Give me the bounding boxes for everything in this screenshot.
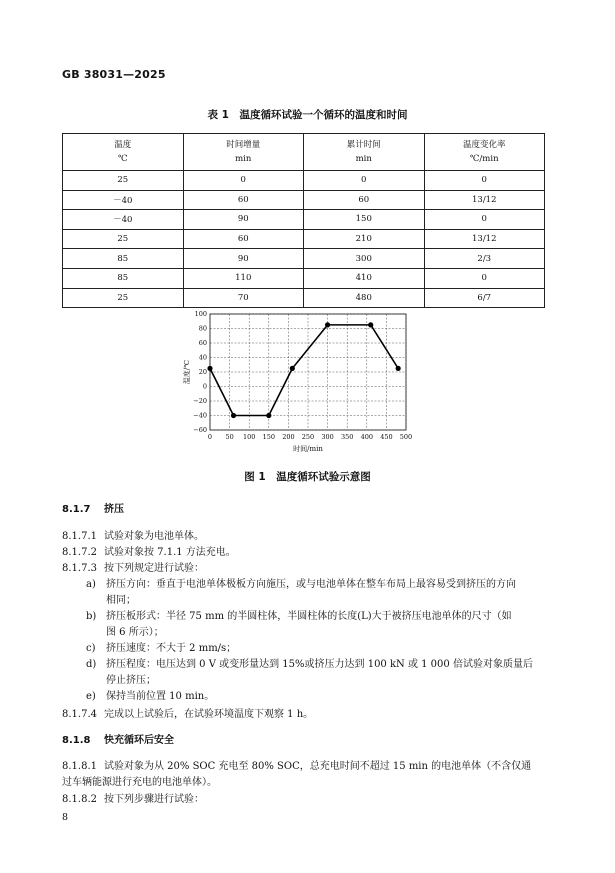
x-tick-label: 200 [282,433,295,441]
y-tick-label: 60 [198,339,207,348]
series-line-temperature [210,325,398,416]
list-item-b-cont: 图 6 所示）； [106,627,164,638]
clause-8-1-7-2: 8.1.7.2 试验对象按 7.1.1 方法充电。 [62,547,236,558]
y-tick-label: −20 [193,397,207,406]
clause-8-1-7-1: 8.1.7.1 试验对象为电池单体。 [62,531,204,542]
table-row: 85 110 410 0 [63,268,545,288]
y-tick-label: −40 [193,411,207,420]
page-number: 8 [62,812,69,823]
col-cumulative-time: 累计时间 min [304,134,425,171]
x-tick-label: 350 [340,433,354,441]
x-tick-label: 0 [207,433,213,441]
table-row: 25 60 210 13/12 [63,229,545,249]
clause-8-1-7-3: 8.1.7.3 按下列规定进行试验： [62,563,204,574]
y-tick-label: 20 [198,368,207,377]
x-tick-label: 300 [321,433,334,441]
list-item-b: b) 挤压板形式：半径 75 mm 的半圆柱体，半圆柱体的长度(L)大于被挤压电池单体的尺寸（如 [86,611,512,622]
table-row: 85 90 300 2/3 [63,249,545,269]
data-point [290,366,295,371]
y-axis-label: 温度/℃ [183,359,191,385]
data-point [266,413,271,418]
list-item-a-cont: 相同； [106,595,136,606]
x-tick-label: 50 [225,433,234,441]
y-tick-label: 80 [198,324,207,333]
table-caption: 表 1 温度循环试验一个循环的温度和时间 [207,109,408,121]
y-tick-label: 40 [198,353,207,362]
data-point [207,366,212,371]
table-row: 25 70 480 6/7 [63,288,545,308]
list-item-c: c) 挤压速度：不大于 2 mm/s； [86,643,237,654]
y-tick-label: −60 [193,426,207,435]
y-tick-label: 0 [202,382,207,391]
col-time-increment: 时间增量 min [183,134,304,171]
list-item-a: a) 挤压方向：垂直于电池单体极板方向施压，或与电池单体在整车布局上最容易受到挤压的方向 [86,579,516,590]
x-tick-label: 450 [380,433,393,441]
x-tick-label: 400 [360,433,374,441]
table-row: －40 60 60 13/12 [63,190,545,210]
col-temp-change-rate: 温度变化率 ℃/min [424,134,545,171]
clause-8-1-8-1-cont: 过车辆能源进行充电的电池单体）。 [62,777,217,788]
standard-header: GB 38031—2025 [62,68,166,81]
temperature-cycle-table [62,133,545,308]
clause-8-1-7-4: 8.1.7.4 完成以上试验后，在试验环境温度下观察 1 h。 [62,709,314,720]
col-temperature: 温度 ℃ [63,134,184,171]
y-tick-label: 100 [194,310,207,319]
list-item-e: e) 保持当前位置 10 min。 [86,691,215,702]
x-tick-label: 150 [262,433,276,441]
list-item-d: d) 挤压程度：电压达到 0 V 或变形量达到 15%或挤压力达到 100 kN 或 1 000 倍试验对象质量后 [86,659,533,670]
data-point [368,322,373,327]
clause-8-1-8-1: 8.1.8.1 试验对象为从 20% SOC 充电至 80% SOC，总充电时间不超过 15 min 的电池单体（不含仅通 [62,761,532,772]
x-tick-label: 250 [301,433,315,441]
figure-caption: 图 1 温度循环试验示意图 [244,471,371,483]
data-point [325,322,330,327]
x-tick-label: 100 [242,433,256,441]
temperature-cycle-chart [180,308,420,468]
table-row: －40 90 150 0 [63,210,545,230]
section-8-1-8-heading: 8.1.8 快充循环后安全 [62,735,174,746]
x-tick-label: 500 [399,433,413,441]
clause-8-1-8-2: 8.1.8.2 按下列步骤进行试验： [62,794,204,805]
table-row: 25 0 0 0 [63,171,545,191]
data-point [396,366,401,371]
list-item-d-cont: 停止挤压； [106,675,156,686]
x-axis-label: 时间/min [293,445,323,453]
section-8-1-7-heading: 8.1.7 挤压 [62,504,124,515]
table-header-row [63,134,545,171]
data-point [231,413,236,418]
